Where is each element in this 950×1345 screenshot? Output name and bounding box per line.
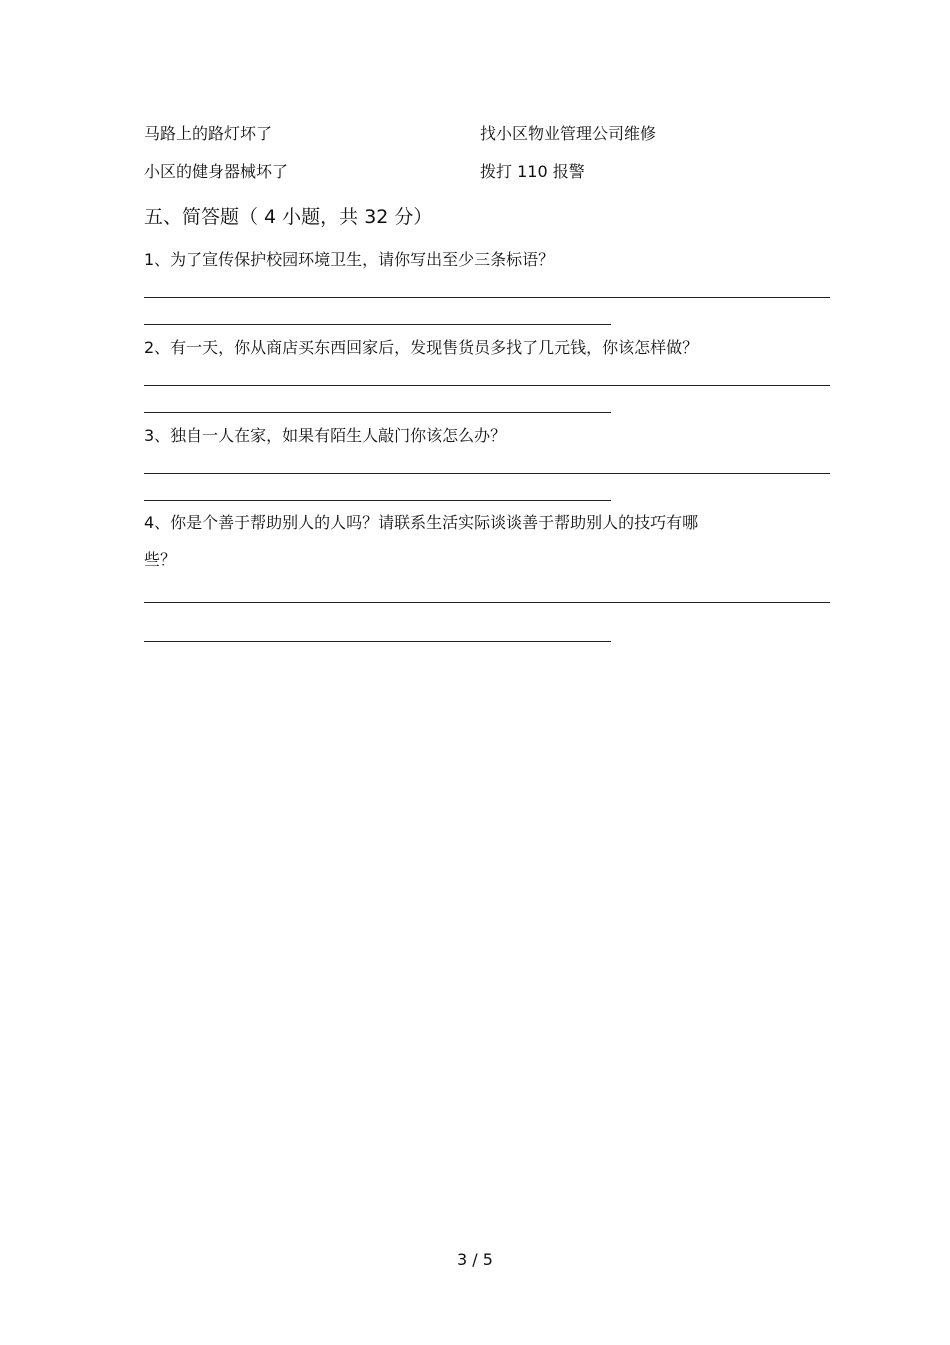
matching-row xyxy=(144,160,844,184)
matching-item-right: 拨打 110 报警 xyxy=(480,162,585,181)
answer-line[interactable] xyxy=(144,473,830,474)
answer-line[interactable] xyxy=(144,602,830,603)
answer-line[interactable] xyxy=(144,297,830,298)
section-title: 五、简答题（ 4 小题，共 32 分） xyxy=(144,206,433,228)
answer-line[interactable] xyxy=(144,500,611,501)
question-4-continuation: 些？ xyxy=(144,550,177,569)
answer-line[interactable] xyxy=(144,412,611,413)
page-number: 3 / 5 xyxy=(457,1250,493,1269)
question-1: 1、为了宣传保护校园环境卫生，请你写出至少三条标语？ xyxy=(144,250,555,269)
question-4: 4、你是个善于帮助别人的人吗？请联系生活实际谈谈善于帮助别人的技巧有哪 xyxy=(144,513,699,532)
matching-item-right: 找小区物业管理公司维修 xyxy=(480,124,657,143)
matching-row xyxy=(144,122,844,146)
answer-line[interactable] xyxy=(144,641,611,642)
answer-line[interactable] xyxy=(144,385,830,386)
question-3: 3、独自一人在家，如果有陌生人敲门你该怎么办？ xyxy=(144,426,507,445)
question-2: 2、有一天，你从商店买东西回家后，发现售货员多找了几元钱，你该怎样做？ xyxy=(144,338,699,357)
matching-item-left: 马路上的路灯坏了 xyxy=(144,124,273,143)
answer-line[interactable] xyxy=(144,324,611,325)
matching-item-left: 小区的健身器械坏了 xyxy=(144,162,289,181)
